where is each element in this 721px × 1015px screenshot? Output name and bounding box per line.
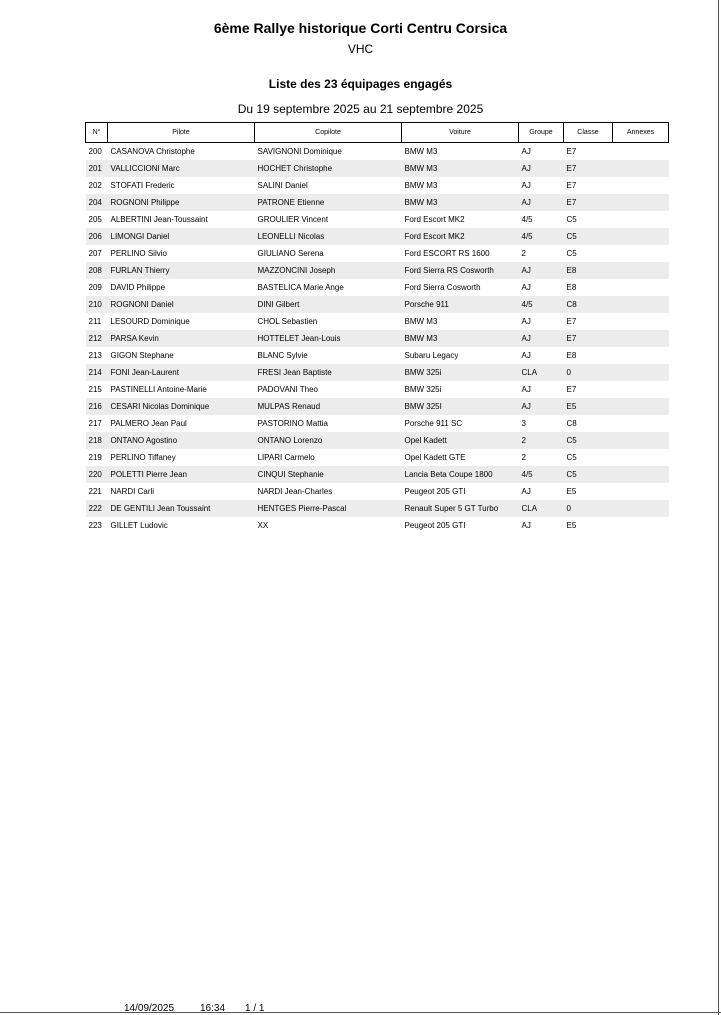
table-row (86, 330, 669, 347)
cell-pilote: PASTINELLI Antoine-Marie (110, 385, 207, 394)
column-header-groupe: Groupe (519, 123, 564, 143)
cell-voiture: BMW M3 (404, 147, 438, 156)
cell-groupe: CLA (519, 364, 564, 381)
cell-annexes (613, 143, 669, 161)
table-row (86, 381, 669, 398)
cell-copilote: SALINI Daniel (257, 181, 308, 190)
cell-num: 222 (86, 500, 108, 517)
cell-groupe: AJ (519, 398, 564, 415)
cell-copilote: HENTGES Pierre-Pascal (255, 500, 402, 517)
cell-pilote: PERLINO Silvio (110, 249, 167, 258)
cell-copilote: NARDI Jean-Charles (257, 487, 333, 496)
cell-classe: C5 (564, 466, 613, 483)
cell-annexes (613, 500, 669, 517)
table-row (86, 500, 669, 517)
cell-pilote: VALLICCIONI Marc (108, 160, 255, 177)
table-row (86, 194, 669, 211)
cell-voiture: Ford Sierra RS Cosworth (402, 262, 519, 279)
cell-annexes (613, 160, 669, 177)
cell-classe: C8 (566, 419, 577, 428)
cell-num: 210 (86, 296, 108, 313)
cell-groupe: AJ (519, 262, 564, 279)
cell-groupe: AJ (519, 330, 564, 347)
cell-voiture: Peugeot 205 GTI (404, 487, 466, 496)
cell-groupe: 3 (521, 419, 526, 428)
cell-copilote: LIPARI Carmelo (257, 453, 315, 462)
table-row (86, 364, 669, 381)
cell-copilote: FRESI Jean Baptiste (255, 364, 402, 381)
event-dates: Du 19 septembre 2025 au 21 septembre 2025 (237, 102, 484, 116)
cell-groupe: 4/5 (519, 466, 564, 483)
cell-annexes (613, 432, 669, 449)
cell-groupe: 4/5 (519, 296, 564, 313)
cell-pilote: ONTANO Agostino (108, 432, 255, 449)
cell-voiture: Opel Kadett GTE (404, 453, 466, 462)
table-header-row (86, 123, 669, 143)
cell-pilote: ROGNONI Daniel (108, 296, 255, 313)
table-row (86, 347, 669, 364)
cell-num: 206 (86, 228, 108, 245)
cell-voiture: Opel Kadett (402, 432, 519, 449)
cell-pilote: ALBERTINI Jean-Toussaint (110, 215, 208, 224)
table-row (86, 211, 669, 228)
cell-groupe: AJ (521, 385, 531, 394)
cell-classe: E8 (564, 262, 613, 279)
cell-groupe: AJ (521, 317, 531, 326)
cell-copilote: PATRONE Etienne (255, 194, 402, 211)
cell-annexes (613, 517, 669, 534)
cell-copilote: HOTTELET Jean-Louis (255, 330, 402, 347)
cell-classe: 0 (564, 500, 613, 517)
cell-pilote: FONI Jean-Laurent (108, 364, 255, 381)
cell-classe: C5 (564, 228, 613, 245)
cell-groupe: AJ (521, 147, 531, 156)
cell-copilote: CHOL Sebastien (257, 317, 318, 326)
cell-annexes (613, 228, 669, 245)
table-row (86, 415, 669, 432)
cell-annexes (613, 415, 669, 432)
cell-num: 201 (86, 160, 108, 177)
cell-classe: E7 (566, 317, 577, 326)
cell-num: 221 (88, 487, 102, 496)
cell-classe: E5 (566, 521, 577, 530)
cell-voiture: Peugeot 205 GTI (404, 521, 466, 530)
cell-pilote: LESOURD Dominique (110, 317, 190, 326)
cell-groupe: AJ (521, 487, 531, 496)
cell-num: 218 (86, 432, 108, 449)
cell-voiture: BMW 325I (402, 398, 519, 415)
cell-copilote: SAVIGNONI Dominique (257, 147, 342, 156)
cell-annexes (613, 245, 669, 262)
cell-annexes (613, 296, 669, 313)
cell-classe: E7 (564, 160, 613, 177)
cell-num: 215 (88, 385, 102, 394)
cell-copilote: CINQUI Stephanie (255, 466, 402, 483)
cell-groupe: AJ (521, 181, 531, 190)
cell-classe: E7 (566, 181, 577, 190)
cell-num: 211 (88, 317, 102, 326)
cell-pilote: FURLAN Thierry (108, 262, 255, 279)
cell-pilote: STOFATI Frederic (110, 181, 175, 190)
cell-annexes (613, 381, 669, 398)
cell-classe: E7 (566, 385, 577, 394)
cell-pilote: DAVID Philippe (110, 283, 166, 292)
cell-pilote: PERLINO Tiffaney (110, 453, 176, 462)
cell-num: 200 (88, 147, 102, 156)
cell-pilote: POLETTI Pierre Jean (108, 466, 255, 483)
cell-classe: E7 (566, 147, 577, 156)
cell-voiture: Ford ESCORT RS 1600 (404, 249, 490, 258)
cell-groupe: 2 (521, 453, 526, 462)
cell-annexes (613, 483, 669, 500)
table-row (86, 228, 669, 245)
cell-voiture: BMW M3 (402, 330, 519, 347)
cell-annexes (613, 466, 669, 483)
cell-annexes (613, 449, 669, 466)
cell-voiture: Porsche 911 (402, 296, 519, 313)
page-footer (124, 1003, 264, 1014)
cell-groupe: AJ (521, 283, 531, 292)
cell-copilote: PASTORINO Mattia (257, 419, 328, 428)
cell-voiture: BMW M3 (404, 181, 438, 190)
cell-groupe: 2 (521, 249, 526, 258)
cell-groupe: CLA (519, 500, 564, 517)
cell-num: 209 (88, 283, 102, 292)
cell-voiture: BMW M3 (404, 317, 438, 326)
table-row (86, 279, 669, 296)
cell-num: 217 (88, 419, 102, 428)
cell-voiture: Subaru Legacy (404, 351, 459, 360)
cell-pilote: NARDI Carli (110, 487, 155, 496)
cell-groupe: AJ (519, 160, 564, 177)
cell-annexes (613, 313, 669, 330)
cell-copilote: PADOVANI Theo (257, 385, 318, 394)
page-border-bottom (0, 1012, 721, 1013)
column-header-copilote: Copilote (255, 123, 402, 143)
cell-groupe: 2 (519, 432, 564, 449)
cell-num: 214 (86, 364, 108, 381)
cell-annexes (613, 177, 669, 194)
cell-num: 223 (88, 521, 102, 530)
table-row (86, 517, 669, 534)
column-header-num: N° (86, 123, 108, 143)
column-header-voiture: Voiture (402, 123, 519, 143)
cell-num: 207 (88, 249, 102, 258)
cell-classe: 0 (564, 364, 613, 381)
cell-voiture: Porsche 911 SC (404, 419, 463, 428)
cell-pilote: CASANOVA Christophe (110, 147, 195, 156)
footer-time: 16:34 (200, 1003, 226, 1014)
cell-voiture: BMW 325i (402, 364, 519, 381)
cell-classe: E7 (564, 194, 613, 211)
cell-copilote: HOCHET Christophe (255, 160, 402, 177)
cell-annexes (613, 398, 669, 415)
cell-copilote: MULPAS Renaud (255, 398, 402, 415)
cell-annexes (613, 330, 669, 347)
cell-copilote: BLANC Sylvie (257, 351, 308, 360)
cell-annexes (613, 262, 669, 279)
table-row (86, 262, 669, 279)
cell-voiture: BMW M3 (402, 160, 519, 177)
cell-classe: C5 (564, 432, 613, 449)
table-row (86, 177, 669, 194)
cell-annexes (613, 364, 669, 381)
table-row (86, 449, 669, 466)
table-row (86, 160, 669, 177)
cell-annexes (613, 279, 669, 296)
cell-pilote: PALMERO Jean Paul (110, 419, 187, 428)
cell-num: 213 (88, 351, 102, 360)
cell-classe: E8 (566, 283, 577, 292)
cell-annexes (613, 194, 669, 211)
cell-annexes (613, 211, 669, 228)
table-row (86, 398, 669, 415)
table-row (86, 245, 669, 262)
cell-num: 212 (86, 330, 108, 347)
cell-classe: E7 (564, 330, 613, 347)
cell-voiture: Renault Super 5 GT Turbo (402, 500, 519, 517)
cell-pilote: ROGNONI Philippe (108, 194, 255, 211)
cell-copilote: GROULIER Vincent (257, 215, 329, 224)
cell-pilote: GILLET Ludovic (110, 521, 168, 530)
cell-voiture: Lancia Beta Coupe 1800 (402, 466, 519, 483)
entries-table (85, 122, 669, 534)
cell-num: 205 (88, 215, 102, 224)
cell-pilote: DE GENTILI Jean Toussaint (108, 500, 255, 517)
cell-classe: E8 (566, 351, 577, 360)
document-title: 6ème Rallye historique Corti Centru Corsica (213, 20, 508, 36)
table-row (86, 466, 669, 483)
cell-voiture: BMW M3 (402, 194, 519, 211)
cell-voiture: Ford Escort MK2 (402, 228, 519, 245)
cell-copilote: MAZZONCINI Joseph (255, 262, 402, 279)
cell-num: 216 (86, 398, 108, 415)
cell-copilote: ONTANO Lorenzo (255, 432, 402, 449)
cell-num: 208 (86, 262, 108, 279)
cell-groupe: AJ (519, 194, 564, 211)
cell-groupe: 4/5 (519, 228, 564, 245)
cell-copilote: LEONELLI Nicolas (255, 228, 402, 245)
cell-pilote: CESARI Nicolas Dominique (108, 398, 255, 415)
list-heading: Liste des 23 équipages engagés (268, 77, 453, 91)
column-header-classe: Classe (564, 123, 613, 143)
cell-copilote: DINI Gilbert (255, 296, 402, 313)
page-border-right (718, 0, 719, 1015)
cell-num: 220 (86, 466, 108, 483)
entries-table-body (86, 143, 669, 535)
cell-num: 219 (88, 453, 102, 462)
column-header-pilote: Pilote (108, 123, 255, 143)
cell-classe: C5 (566, 215, 577, 224)
cell-voiture: BMW 325i (404, 385, 442, 394)
cell-classe: C5 (566, 453, 577, 462)
table-row (86, 296, 669, 313)
table-row (86, 143, 669, 161)
cell-classe: C5 (566, 249, 577, 258)
cell-pilote: PARSA Kevin (108, 330, 255, 347)
cell-groupe: 4/5 (521, 215, 533, 224)
cell-classe: E5 (566, 487, 577, 496)
column-header-annexes: Annexes (613, 123, 669, 143)
document-subtitle: VHC (347, 42, 374, 56)
cell-pilote: LIMONGI Daniel (108, 228, 255, 245)
table-row (86, 432, 669, 449)
footer-page-number: 1 / 1 (245, 1003, 265, 1014)
cell-copilote: XX (257, 521, 269, 530)
cell-num: 204 (86, 194, 108, 211)
table-row (86, 313, 669, 330)
cell-groupe: AJ (521, 351, 531, 360)
footer-date: 14/09/2025 (124, 1003, 175, 1014)
table-row (86, 483, 669, 500)
cell-classe: C8 (564, 296, 613, 313)
cell-voiture: Ford Sierra Cosworth (404, 283, 481, 292)
cell-pilote: GIGON Stephane (110, 351, 174, 360)
cell-groupe: AJ (521, 521, 531, 530)
cell-copilote: GIULIANO Serena (257, 249, 324, 258)
cell-num: 202 (88, 181, 102, 190)
cell-annexes (613, 347, 669, 364)
cell-classe: E5 (564, 398, 613, 415)
cell-voiture: Ford Escort MK2 (404, 215, 465, 224)
cell-copilote: BASTELICA Marie Ange (257, 283, 344, 292)
